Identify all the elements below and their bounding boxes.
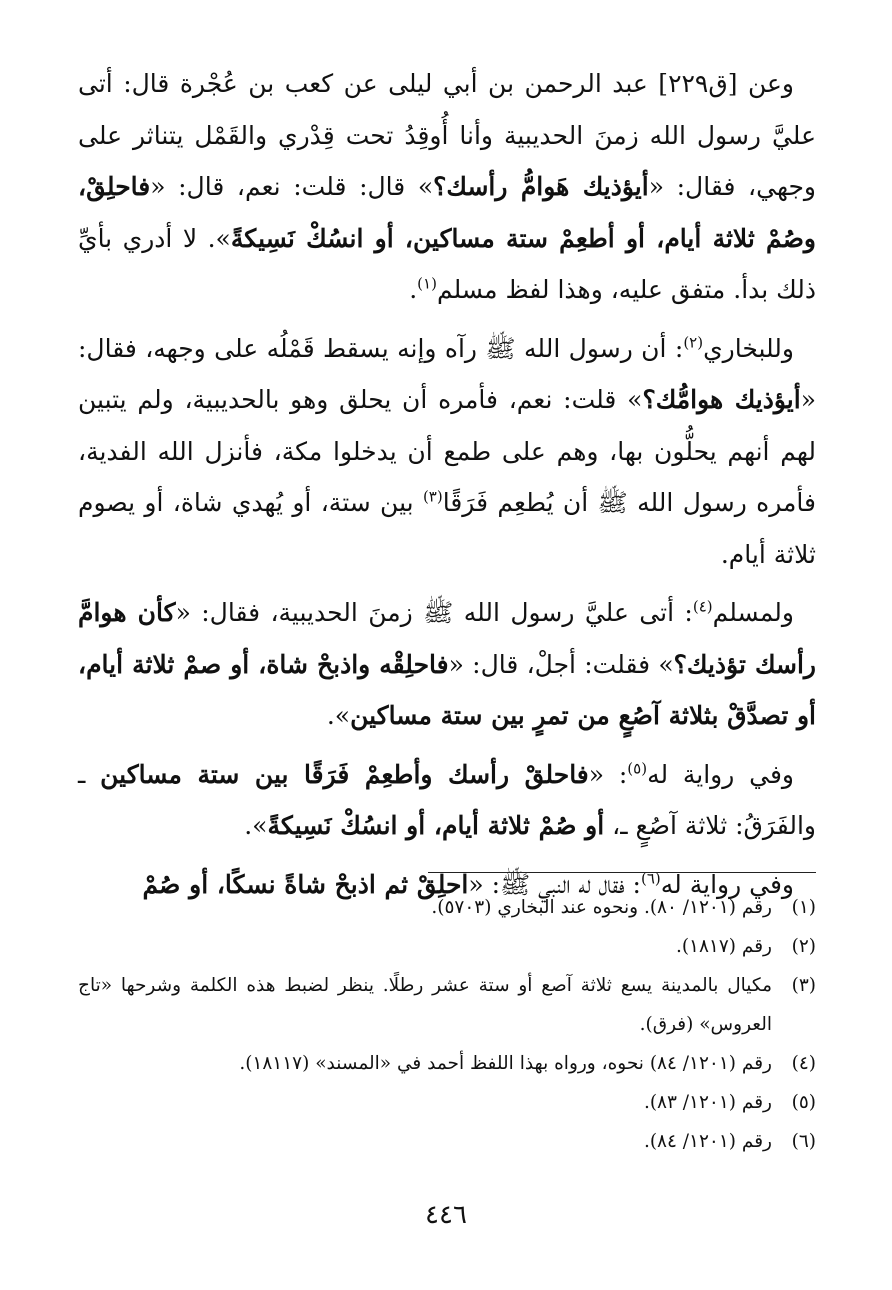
text-segment: : فقال له النبي ﷺ: « bbox=[468, 869, 641, 899]
footnote-separator bbox=[428, 872, 816, 873]
text-segment: ». bbox=[244, 811, 268, 840]
text-segment: ولمسلم bbox=[712, 598, 794, 627]
text-segment: وعن [ق٢٢٩] عبد الرحمن بن أبي ليلى عن كعب بن عُجْرة قال: أتى عليَّ رسول الله زمنَ الحديبية وأنا أُوقِدُ تحت قِدْري والقَمْل يتناثر على وجهي، فقال: « bbox=[78, 69, 816, 201]
footnote-number: (١) bbox=[791, 897, 816, 918]
page-number: ٤٤٦ bbox=[425, 1200, 467, 1230]
text-segment: » قلت: نعم، فأمره أن يحلق وهو بالحديبية، ولم يتبين لهم أنهم يحلُّون بها، وهم على طمع أن يدخلوا مكة، فأنزل الله الفدية، فأمره رسول الله ﷺ أن يُطعِم فَرَقًا bbox=[78, 385, 816, 517]
quoted-hadith-text: فاحلقْ رأسك وأطعِمْ فَرَقًا بين ستة مساكين bbox=[100, 759, 589, 789]
quoted-hadith-text: أيؤذيك هوامُّك؟ bbox=[642, 385, 801, 414]
quoted-hadith-text: أيؤذيك هَوامُّ رأسك؟ bbox=[433, 172, 649, 201]
text-segment: : « bbox=[588, 759, 628, 789]
hadith-paragraph bbox=[78, 58, 816, 316]
footnote-number: (٤) bbox=[791, 1053, 816, 1074]
footnote-ref: (١) bbox=[417, 274, 437, 293]
footnote-ref: (٦) bbox=[640, 869, 661, 888]
quoted-hadith-text: أو صُمْ ثلاثة أيام، أو انسُكْ نَسِيكةً bbox=[267, 811, 605, 840]
footnote-text: رقم (١٨١٧). bbox=[675, 936, 772, 957]
text-segment: . bbox=[409, 275, 418, 304]
text-segment: ـ والفَرَقُ: ثلاثة آصُعٍ ـ، bbox=[78, 759, 816, 840]
footnotes bbox=[78, 888, 816, 1161]
footnote-ref: (٣) bbox=[422, 487, 443, 506]
text-segment: وللبخاري bbox=[703, 333, 794, 363]
text-segment: ». لا أدري بأيِّ ذلك بدأ. متفق عليه، وهذا لفظ مسلم bbox=[78, 223, 816, 304]
quoted-hadith-text: احلِقْ ثم اذبحْ شاةً نسكًا، أو صُمْ bbox=[142, 869, 469, 899]
footnote bbox=[78, 1044, 816, 1083]
footnote-ref: (٥) bbox=[627, 759, 648, 778]
footnote-text: رقم (١٢٠١/ ٨٣). bbox=[643, 1092, 772, 1113]
footnote-number: (٥) bbox=[791, 1092, 816, 1113]
text-segment: : أتى عليَّ رسول الله ﷺ زمنَ الحديبية، فقال: « bbox=[175, 598, 693, 627]
footnote bbox=[78, 927, 816, 966]
footnote-number: (٦) bbox=[791, 1131, 816, 1152]
bukhari-paragraph bbox=[78, 323, 816, 581]
footnote-ref: (٢) bbox=[683, 333, 704, 352]
footnote-text: مكيال بالمدينة يسع ثلاثة آصع أو ستة عشر رطلًا. ينظر لضبط هذه الكلمة وشرحها «تاج العروس» (فرق). bbox=[78, 975, 772, 1035]
footnote-text: رقم (١٢٠١/ ٨٠). ونحوه عند البخاري (٥٧٠٣). bbox=[431, 897, 772, 918]
footnote bbox=[78, 1083, 816, 1122]
footnote bbox=[78, 888, 816, 927]
footnote-ref: (٤) bbox=[692, 597, 713, 616]
quoted-hadith-text: فاحلِقْ، وصُمْ ثلاثة أيام، أو أطعِمْ ستة مساكين، أو انسُكْ نَسِيكةً bbox=[78, 172, 816, 253]
text-segment: بين ستة، أو يُهدي شاة، أو يصوم ثلاثة أيام. bbox=[78, 488, 816, 569]
footnote-number: (٣) bbox=[791, 975, 816, 996]
muslim-paragraph bbox=[78, 587, 816, 742]
quoted-hadith-text: فاحلِقْه واذبحْ شاة، أو صمْ ثلاثة أيام، أو تصدَّقْ بثلاثة آصُعٍ من تمرٍ بين ستة مساكين bbox=[78, 649, 816, 730]
footnote-text: رقم (١٢٠١/ ٨٤). bbox=[643, 1131, 772, 1152]
text-segment: وفي رواية له bbox=[660, 869, 794, 899]
footnote bbox=[78, 966, 816, 1044]
text-segment: وفي رواية له bbox=[647, 759, 794, 789]
text-segment: : أن رسول الله ﷺ رآه وإنه يسقط قَمْلُه على وجهه، فقال: « bbox=[78, 333, 816, 414]
footnote bbox=[78, 1122, 816, 1161]
footnote-number: (٢) bbox=[791, 936, 816, 957]
text-segment: » قال: قلت: نعم، قال: « bbox=[150, 172, 434, 201]
text-segment: ». bbox=[326, 701, 351, 730]
quoted-hadith-text: كأن هوامَّ رأسك تؤذيك؟ bbox=[78, 598, 816, 679]
text-segment: » فقلت: أجلْ، قال: « bbox=[448, 649, 674, 679]
muslim-narration-paragraph bbox=[78, 749, 816, 852]
footnote-text: رقم (١٢٠١/ ٨٤) نحوه، ورواه بهذا اللفظ أحمد في «المسند» (١٨١١٧). bbox=[239, 1053, 772, 1074]
